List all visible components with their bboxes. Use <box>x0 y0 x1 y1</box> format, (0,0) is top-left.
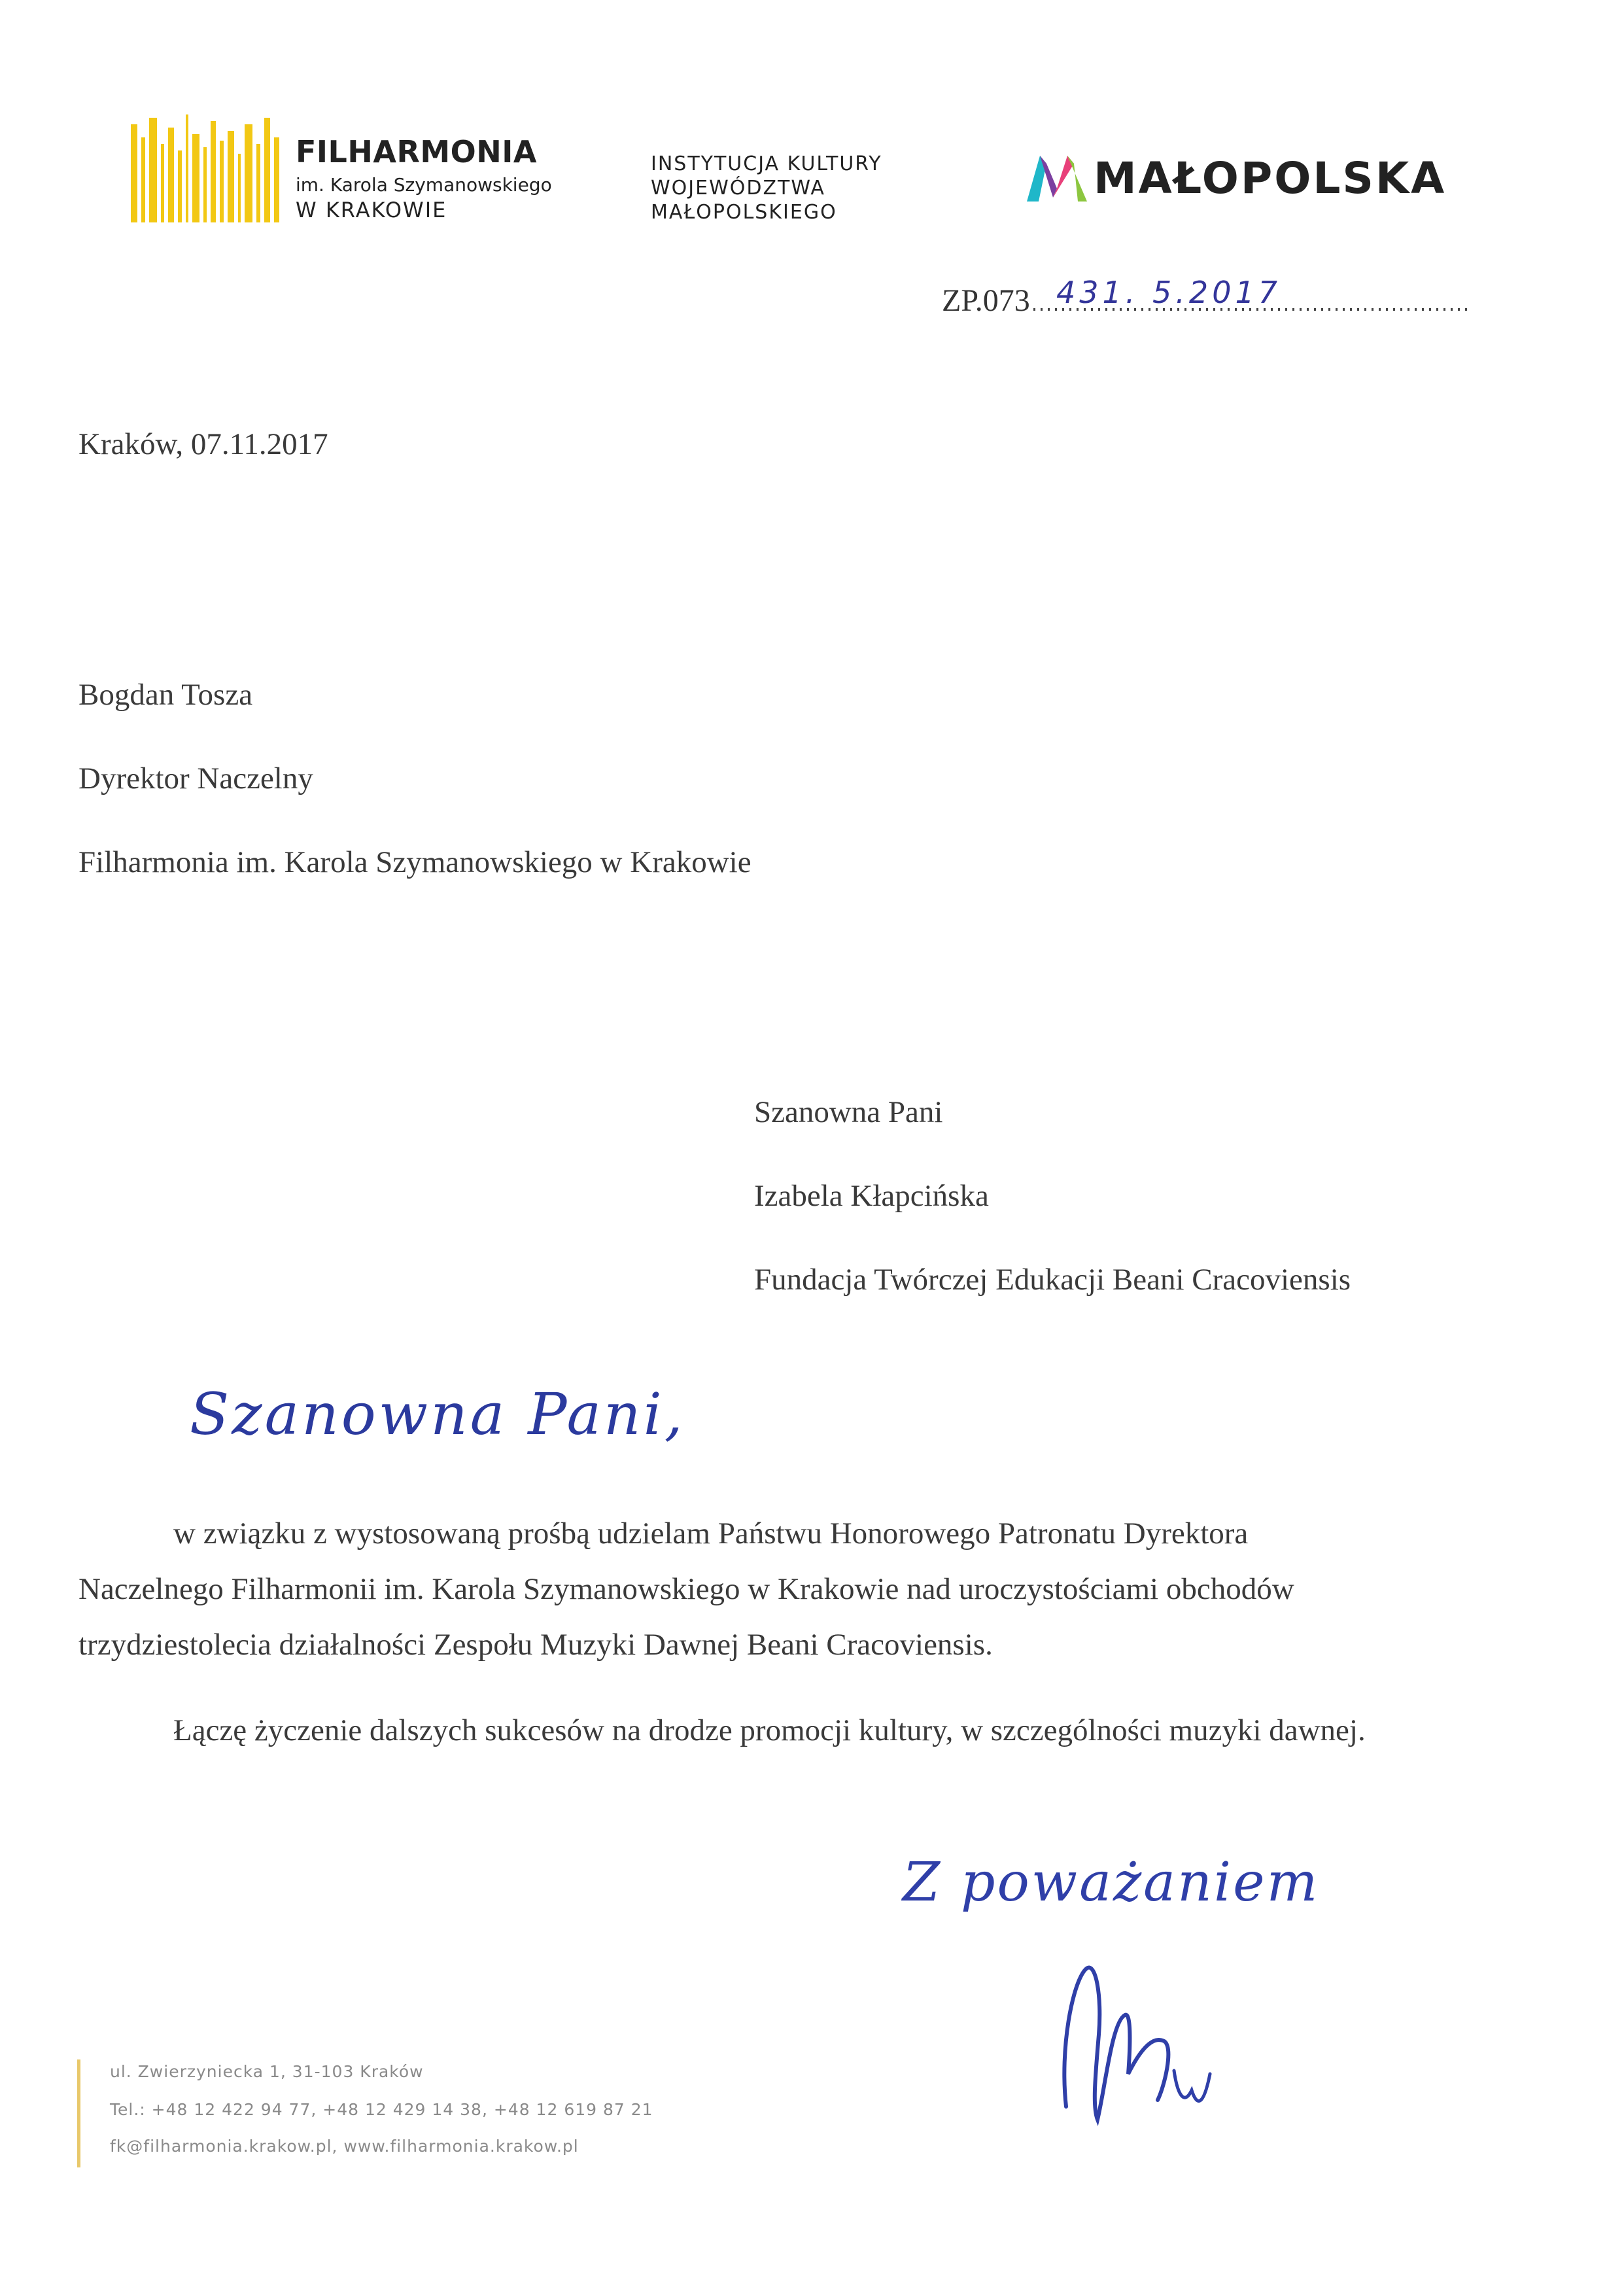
filharmonia-city: W KRAKOWIE <box>296 198 447 222</box>
institution-line: MAŁOPOLSKIEGO <box>651 201 837 224</box>
institution-line: INSTYTUCJA KULTURY <box>651 152 882 175</box>
recipient-name: Izabela Kłapcińska <box>754 1179 989 1213</box>
malopolska-m-icon <box>1027 150 1087 201</box>
filharmonia-subtitle: im. Karola Szymanowskiego <box>296 174 552 196</box>
reference-handwritten: 431. 5.2017 <box>1056 275 1281 310</box>
filharmonia-name: FILHARMONIA <box>296 134 537 169</box>
body-line: Łączę życzenie dalszych sukcesów na drodze promocji kultury, w szczególności muzyki dawnej. <box>173 1713 1366 1747</box>
recipient-salutation: Szanowna Pani <box>754 1095 943 1129</box>
footer-contact: fk@filharmonia.krakow.pl, www.filharmonia.krakow.pl <box>110 2137 579 2156</box>
footer-accent-bar <box>77 2059 80 2167</box>
recipient-organization: Fundacja Twórczej Edukacji Beani Cracoviensis <box>754 1263 1351 1297</box>
handwritten-greeting: Szanowna Pani, <box>190 1380 685 1448</box>
sender-institution: Filharmonia im. Karola Szymanowskiego w Krakowie <box>78 845 752 879</box>
institution-label <box>651 152 882 224</box>
handwritten-closing: Z poważaniem <box>903 1851 1320 1914</box>
reference-label: ZP.073 <box>942 283 1030 318</box>
body-line: w związku z wystosowaną prośbą udzielam Państwu Honorowego Patronatu Dyrektora <box>173 1516 1249 1550</box>
sender-name: Bogdan Tosza <box>78 678 253 712</box>
footer-address: ul. Zwierzyniecka 1, 31-103 Kraków <box>110 2062 424 2081</box>
malopolska-name: MAŁOPOLSKA <box>1094 153 1447 203</box>
body-line: trzydziestolecia działalności Zespołu Muzyki Dawnej Beani Cracoviensis. <box>78 1628 993 1662</box>
sender-title: Dyrektor Naczelny <box>78 762 313 796</box>
footer-phones: Tel.: +48 12 422 94 77, +48 12 429 14 38, +48 12 619 87 21 <box>110 2100 653 2119</box>
body-line: Naczelnego Filharmonii im. Karola Szymanowskiego w Krakowie nad uroczystościami obchodów <box>78 1572 1294 1606</box>
filharmonia-logo-bars <box>131 111 281 222</box>
letter-date: Kraków, 07.11.2017 <box>78 427 328 461</box>
institution-line: WOJEWÓDZTWA <box>651 177 825 200</box>
signature <box>1046 1956 1243 2139</box>
